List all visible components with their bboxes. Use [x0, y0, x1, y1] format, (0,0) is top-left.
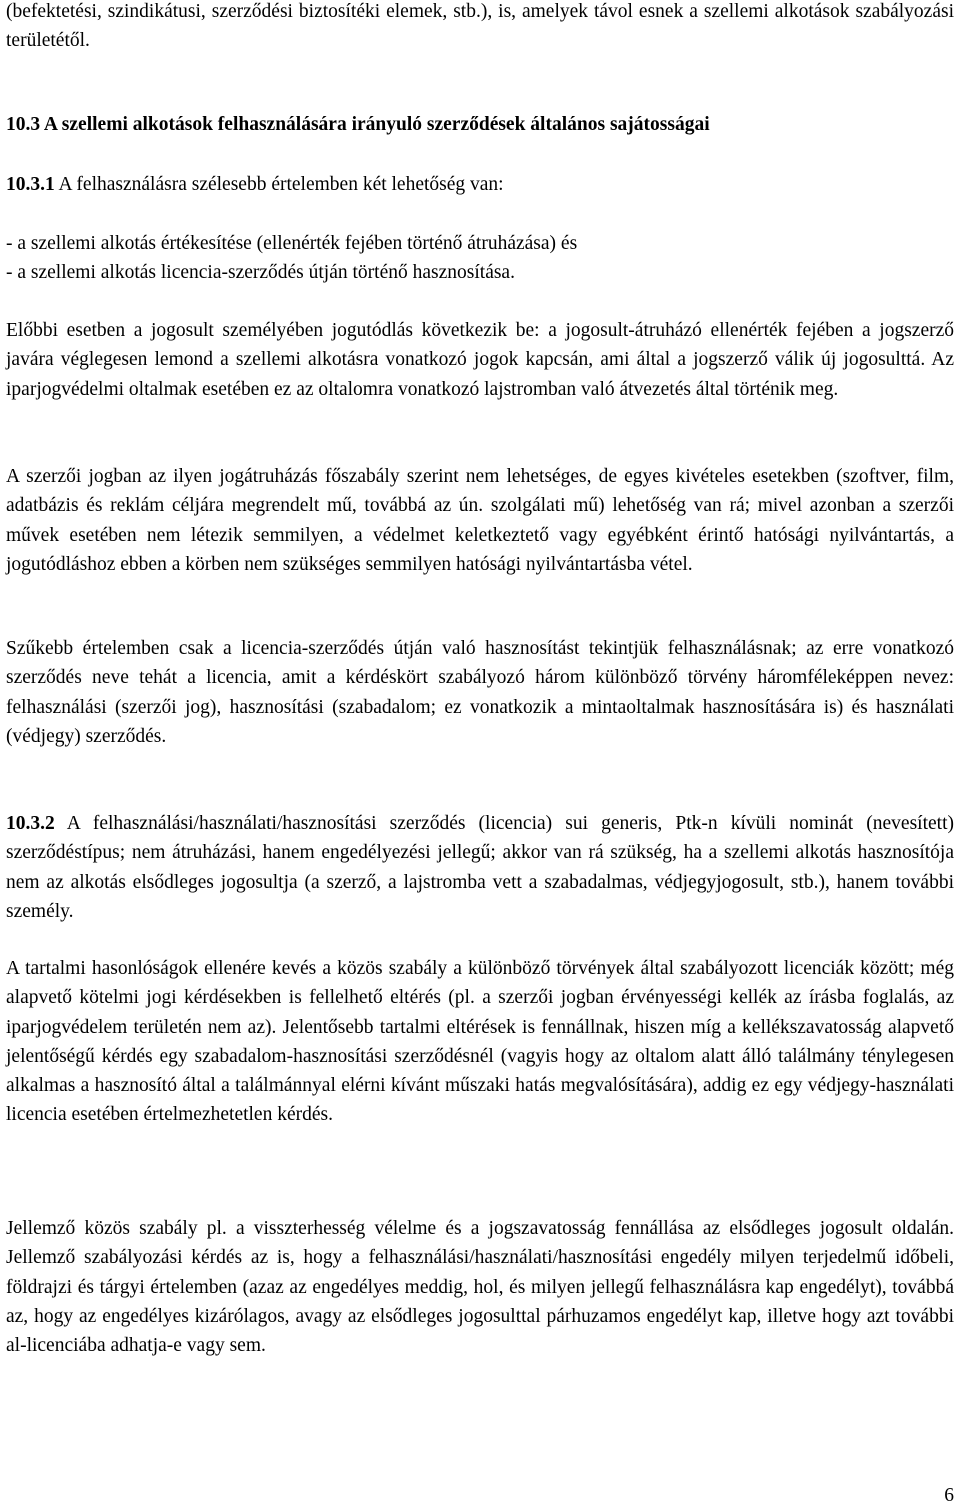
paragraph-tartalmi: A tartalmi hasonlóságok ellenére kevés a közös szabály a különböző törvények által szabályozott licenciák között; még alapvető kötelmi jogi kérdésekben is fellelhető eltérés (pl. a szerzői jogban érvényességi kellék az írásba foglalás, az iparjogvédelem területén nem az). Jelentősebb tartalmi eltérések is fennállnak, hiszen míg a kellékszavatosság alapvető jelentőségű kérdés egy szabadalom-hasznosítási szerződésnél (vagyis hogy az oltalom alatt álló találmány ténylegesen alkalmas a hasznosító által a találmánnyal elérni kívánt műszaki hatás megvalósítására), addig ez egy védjegy-használati licencia esetében értelmezhetetlen kérdés.	[6, 958, 954, 1126]
subsection-10-3-2	[6, 809, 954, 926]
subsection-number: 10.3.1	[6, 174, 55, 195]
section-heading-10-3: 10.3 A szellemi alkotások felhasználására irányuló szerződések általános sajátosságai	[6, 114, 710, 135]
intro-paragraph: (befektetési, szindikátusi, szerződési biztosítéki elemek, stb.), is, amelyek távol esnek a szellemi alkotások szabályozási területétől.	[6, 1, 954, 52]
subsection-10-3-1	[6, 170, 954, 199]
list-item-1: - a szellemi alkotás értékesítése (ellenérték fejében történő átruházása) és	[6, 233, 578, 254]
paragraph-szerzoi: A szerzői jogban az ilyen jogátruházás főszabály szerint nem lehetséges, de egyes kivételes esetekben (szoftver, film, adatbázis és reklám céljára megrendelt mű, továbbá az ún. szolgálati mű) lehetőség van rá; mivel azonban a szerzői művek esetében nem létezik semmilyen, a védelmet keletkeztető vagy egyébként érintő hatósági nyilvántartás, a jogutódláshoz ebben a körben nem szükséges semmilyen hatósági nyilvántartásba vétel.	[6, 466, 954, 575]
list-item-2: - a szellemi alkotás licencia-szerződés útján történő hasznosítása.	[6, 262, 515, 283]
subsection-text: A felhasználásra szélesebb értelemben két lehetőség van:	[54, 174, 504, 195]
subsection-number: 10.3.2	[6, 813, 55, 834]
paragraph-elobbi: Előbbi esetben a jogosult személyében jogutódlás következik be: a jogosult-átruházó ellenérték fejében a jogszerző javára véglegesen lemond a szellemi alkotásra vonatkozó jogok kapcsán, ami által a jogszerző válik új jogosulttá. Az iparjogvédelmi oltalmak esetében ez az oltalomra vonatkozó lajstromban való átvezetés által történik meg.	[6, 320, 954, 400]
paragraph-jellemzo: Jellemző közös szabály pl. a visszterhesség vélelme és a jogszavatosság fennállása az elsődleges jogosult oldalán. Jellemző szabályozási kérdés az is, hogy a felhasználási/használati/hasznosítási engedély milyen terjedelmű időbeli, földrajzi és tárgyi értelemben (azaz az engedélyes meddig, hol, és milyen jellegű felhasználásra kap engedélyt), továbbá az, hogy az engedélyes kizárólagos, avagy az elsődleges jogosulttal párhuzamos engedélyt kap, illetve hogy azt további al-licenciába adhatja-e vagy sem.	[6, 1218, 954, 1357]
subsection-text: A felhasználási/használati/hasznosítási szerződés (licencia) sui generis, Ptk-n kívüli nominát (nevesített) szerződéstípus; nem átruházási, hanem engedélyezési jellegű; akkor van rá szükség, ha a szellemi alkotás hasznosítója nem az alkotás elsődleges jogosultja (a szerző, a lajstromba vett a szabadalmas, védjegyjogosult, stb.), hanem további személy.	[6, 813, 954, 922]
page-number: 6	[944, 1485, 954, 1506]
paragraph-szukebb: Szűkebb értelemben csak a licencia-szerződés útján való hasznosítást tekintjük felhasználásnak; az erre vonatkozó szerződés neve tehát a licencia, amit a kérdéskört szabályozó három különböző törvény háromféleképpen nevez: felhasználási (szerzői jog), hasznosítási (szabadalom; ez vonatkozik a mintaoltalmak hasznosítására is) és használati (védjegy) szerződés.	[6, 638, 954, 747]
